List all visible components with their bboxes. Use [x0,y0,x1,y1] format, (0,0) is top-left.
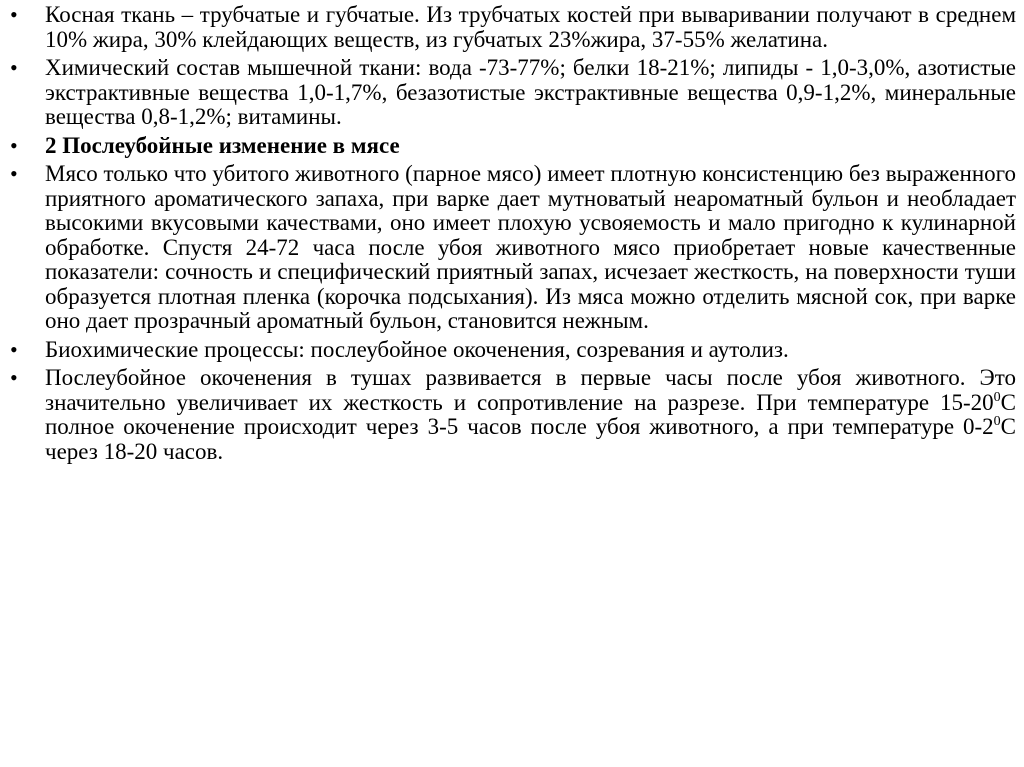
bullet-icon: • [10,161,18,186]
degree-superscript: 0 [993,389,1001,405]
muscle-composition-text: Химический состав мышечной ткани: вода -73-77%; белки 18-21%; липиды - 1,0-3,0%, азотистые экстрактивные вещества 1,0-1,7%, безазотистые экстрактивные вещества 0,9-1,2%, минеральные вещества 0,8-1,2%; витамины. [45,55,1016,129]
rigor-text-part1: Послеубойное окоченения в тушах развивается в первые часы после убоя животного. Это значительно увеличивает их жесткость и сопротивление на разрезе. При температуре 15-20 [45,365,1016,415]
list-item [10,56,1016,130]
list-item [10,366,1016,464]
list-item [10,338,1016,363]
bullet-icon: • [10,55,18,80]
rigor-text-part2: С полное окоченение происходит через 3-5 часов после убоя животного, а при температуре 0-2 [45,389,1016,439]
bullet-icon: • [10,2,18,27]
section-heading: 2 Послеубойные изменение в мясе [45,132,400,158]
biochemical-processes-text: Биохимические процессы: послеубойное окоченения, созревания и аутолиз. [45,336,789,362]
bone-tissue-text: Косная ткань – трубчатые и губчатые. Из трубчатых костей при вываривании получают в среднем 10% жира, 30% клейдающих веществ, из губчатых 23%жира, 37-55% желатина. [45,2,1016,52]
rigor-mortis-text [45,365,1016,464]
list-item [10,3,1016,52]
list-item [10,162,1016,334]
bullet-icon: • [10,132,18,158]
degree-superscript: 0 [993,414,1001,429]
fresh-meat-text: Мясо только что убитого животного (парное мясо) имеет плотную консистенцию без выраженного приятного ароматического запаха, при варке дает мутноватый неароматный бульон и необладает высокими вкусовыми качествами, оно имеет плохую усвояемость и мало пригодно к кулинарной обработке. Спустя 24-72 часа после убоя животного мясо приобретает новые качественные показатели: сочность и специфический приятный запах, исчезает жесткость, на поверхности туши образуется плотная пленка (корочка подсыхания). Из мяса можно отделить мясной сок, при варке оно дает прозрачный ароматный бульон, становится нежным. [45,161,1016,333]
rigor-text-part3: С через 18-20 часов. [45,414,1016,464]
list-item [10,134,1016,159]
bullet-icon: • [10,365,18,390]
bullet-icon: • [10,336,18,362]
bullet-list [10,3,1016,468]
